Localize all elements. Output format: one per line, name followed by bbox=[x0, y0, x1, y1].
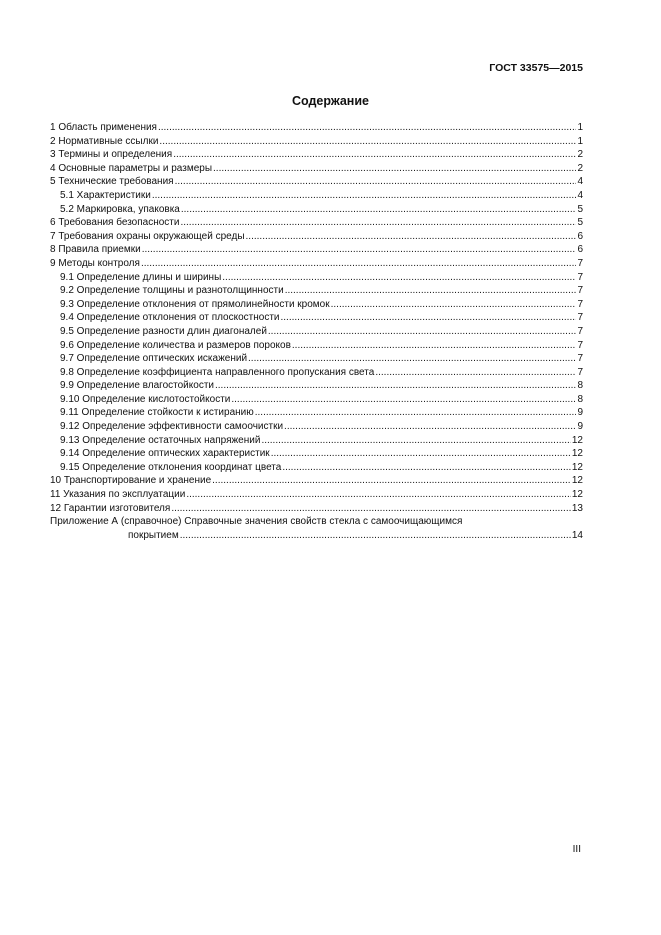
toc-entry-label: 9.9 Определение влагостойкости bbox=[60, 380, 214, 392]
toc-entry-page: 9 bbox=[577, 407, 583, 419]
toc-leader-dots bbox=[248, 352, 576, 366]
toc-entry-page: 8 bbox=[577, 380, 583, 392]
toc-entry[interactable] bbox=[50, 284, 583, 298]
page-folio: III bbox=[572, 844, 581, 855]
toc-leader-dots bbox=[261, 434, 570, 448]
toc-entry[interactable] bbox=[50, 230, 583, 244]
toc-entry-page: 2 bbox=[577, 162, 583, 174]
toc-entry-label: 8 Правила приемки bbox=[50, 244, 141, 256]
toc-entry[interactable] bbox=[50, 203, 583, 217]
toc-leader-dots bbox=[181, 203, 577, 217]
toc-leader-dots bbox=[171, 502, 571, 516]
toc-entry[interactable] bbox=[50, 461, 583, 475]
toc-entry[interactable] bbox=[50, 339, 583, 353]
toc-entry[interactable] bbox=[50, 447, 583, 461]
toc-entry-page: 7 bbox=[577, 312, 583, 324]
table-of-contents bbox=[50, 121, 583, 542]
toc-entry[interactable] bbox=[50, 379, 583, 393]
toc-entry-label: 9.1 Определение длины и ширины bbox=[60, 271, 222, 283]
toc-entry-page: 7 bbox=[577, 366, 583, 378]
toc-entry-page: 4 bbox=[577, 189, 583, 201]
toc-appendix-page: 14 bbox=[571, 529, 583, 541]
toc-appendix-label-line1: Приложение А (справочное) Справочные значения свойств стекла с самоочищающимся bbox=[50, 516, 463, 528]
toc-leader-dots bbox=[222, 271, 576, 285]
toc-entry[interactable] bbox=[50, 393, 583, 407]
toc-entry[interactable] bbox=[50, 216, 583, 230]
toc-entry-label: 5.2 Маркировка, упаковка bbox=[60, 203, 180, 215]
toc-entry-page: 13 bbox=[571, 502, 583, 514]
toc-entry-label: 1 Область применения bbox=[50, 122, 157, 133]
toc-entry-label: 9.2 Определение толщины и разнотолщинности bbox=[60, 285, 284, 297]
toc-entry-page: 7 bbox=[577, 353, 583, 365]
toc-leader-dots bbox=[231, 393, 576, 407]
toc-entry-page: 7 bbox=[577, 325, 583, 337]
toc-entry[interactable] bbox=[50, 474, 583, 488]
toc-leader-dots bbox=[246, 230, 577, 244]
toc-entry[interactable] bbox=[50, 366, 583, 380]
toc-leader-dots bbox=[281, 311, 577, 325]
document-code: ГОСТ 33575—2015 bbox=[489, 62, 583, 74]
toc-entry-label: 9.13 Определение остаточных напряжений bbox=[60, 434, 261, 446]
toc-entry[interactable] bbox=[50, 121, 583, 135]
toc-entry-page: 12 bbox=[571, 448, 583, 460]
toc-leader-dots bbox=[213, 162, 576, 176]
toc-leader-dots bbox=[159, 135, 576, 149]
toc-leader-dots bbox=[158, 121, 576, 135]
toc-appendix-label-line2: покрытием bbox=[128, 529, 179, 541]
toc-entry[interactable] bbox=[50, 271, 583, 285]
toc-entry-page: 2 bbox=[577, 149, 583, 161]
toc-entry[interactable] bbox=[50, 257, 583, 271]
toc-entry-page: 5 bbox=[577, 203, 583, 215]
toc-entry[interactable] bbox=[50, 420, 583, 434]
toc-leader-dots bbox=[212, 474, 571, 488]
toc-leader-dots bbox=[268, 325, 577, 339]
toc-entry-label: 9.7 Определение оптических искажений bbox=[60, 353, 248, 365]
toc-entry-label: 7 Требования охраны окружающей среды bbox=[50, 230, 245, 242]
toc-entry-label: 12 Гарантии изготовителя bbox=[50, 502, 171, 514]
toc-entry-page: 9 bbox=[577, 421, 583, 433]
toc-entry-label: 5 Технические требования bbox=[50, 176, 174, 188]
toc-leader-dots bbox=[255, 406, 577, 420]
toc-entry-label: 10 Транспортирование и хранение bbox=[50, 475, 212, 487]
toc-entry-label: 6 Требования безопасности bbox=[50, 217, 180, 229]
toc-entry-page: 7 bbox=[577, 285, 583, 297]
toc-entry-page: 1 bbox=[577, 122, 583, 133]
toc-entry-page: 12 bbox=[571, 461, 583, 473]
toc-entry-label: 9.8 Определение коэффициента направленного пропускания света bbox=[60, 366, 375, 378]
toc-entry-page: 6 bbox=[577, 244, 583, 256]
toc-entry-label: 5.1 Характеристики bbox=[60, 189, 151, 201]
toc-appendix-entry[interactable] bbox=[50, 515, 583, 542]
toc-entry-page: 7 bbox=[577, 257, 583, 269]
toc-entry-label: 9 Методы контроля bbox=[50, 257, 140, 269]
toc-entry[interactable] bbox=[50, 175, 583, 189]
toc-leader-dots bbox=[142, 243, 577, 257]
toc-entry[interactable] bbox=[50, 162, 583, 176]
toc-entry-label: 9.5 Определение разности длин диагоналей bbox=[60, 325, 267, 337]
toc-entry-label: 9.3 Определение отклонения от прямолинейности кромок bbox=[60, 298, 330, 310]
toc-entry-page: 6 bbox=[577, 230, 583, 242]
toc-entry-label: 9.10 Определение кислотостойкости bbox=[60, 393, 231, 405]
toc-entry[interactable] bbox=[50, 488, 583, 502]
toc-leader-dots bbox=[282, 461, 571, 475]
toc-entry[interactable] bbox=[50, 135, 583, 149]
toc-entry-page: 7 bbox=[577, 339, 583, 351]
toc-leader-dots bbox=[186, 488, 571, 502]
toc-entry-label: 3 Термины и определения bbox=[50, 149, 173, 161]
toc-leader-dots bbox=[175, 175, 577, 189]
toc-leader-dots bbox=[180, 529, 571, 543]
toc-leader-dots bbox=[375, 366, 576, 380]
toc-entry-label: 9.12 Определение эффективности самоочистки bbox=[60, 421, 284, 433]
toc-entry-page: 1 bbox=[577, 135, 583, 147]
toc-entry-page: 5 bbox=[577, 217, 583, 229]
toc-entry-label: 4 Основные параметры и размеры bbox=[50, 162, 213, 174]
toc-leader-dots bbox=[152, 189, 577, 203]
toc-entry[interactable] bbox=[50, 298, 583, 312]
toc-entry[interactable] bbox=[50, 352, 583, 366]
toc-leader-dots bbox=[173, 148, 576, 162]
page-title: Содержание bbox=[291, 94, 369, 108]
toc-entry[interactable] bbox=[50, 502, 583, 516]
toc-entry[interactable] bbox=[50, 311, 583, 325]
toc-entry-page: 4 bbox=[577, 176, 583, 188]
toc-entry-label: 2 Нормативные ссылки bbox=[50, 135, 159, 147]
toc-leader-dots bbox=[284, 420, 576, 434]
toc-entry[interactable] bbox=[50, 434, 583, 448]
toc-entry[interactable] bbox=[50, 243, 583, 257]
toc-entry[interactable] bbox=[50, 325, 583, 339]
toc-entry[interactable] bbox=[50, 406, 583, 420]
toc-entry-page: 8 bbox=[577, 393, 583, 405]
toc-entry-label: 9.15 Определение отклонения координат цвета bbox=[60, 461, 282, 473]
toc-leader-dots bbox=[271, 447, 571, 461]
toc-leader-dots bbox=[331, 298, 577, 312]
toc-leader-dots bbox=[180, 216, 576, 230]
toc-entry-label: 11 Указания по эксплуатации bbox=[50, 489, 186, 501]
toc-entry-label: 9.6 Определение количества и размеров пороков bbox=[60, 339, 291, 351]
toc-entry[interactable] bbox=[50, 148, 583, 162]
toc-leader-dots bbox=[292, 339, 577, 353]
toc-leader-dots bbox=[285, 284, 577, 298]
toc-entry-page: 7 bbox=[577, 298, 583, 310]
toc-entry-page: 12 bbox=[571, 434, 583, 446]
toc-entry-page: 12 bbox=[571, 489, 583, 501]
toc-leader-dots bbox=[215, 379, 576, 393]
toc-entry[interactable] bbox=[50, 189, 583, 203]
toc-entry-label: 9.14 Определение оптических характеристик bbox=[60, 448, 270, 460]
toc-entry-page: 7 bbox=[577, 271, 583, 283]
toc-entry-page: 12 bbox=[571, 475, 583, 487]
toc-leader-dots bbox=[141, 257, 577, 271]
toc-entry-label: 9.4 Определение отклонения от плоскостности bbox=[60, 312, 280, 324]
toc-entry-label: 9.11 Определение стойкости к истиранию bbox=[60, 407, 254, 419]
